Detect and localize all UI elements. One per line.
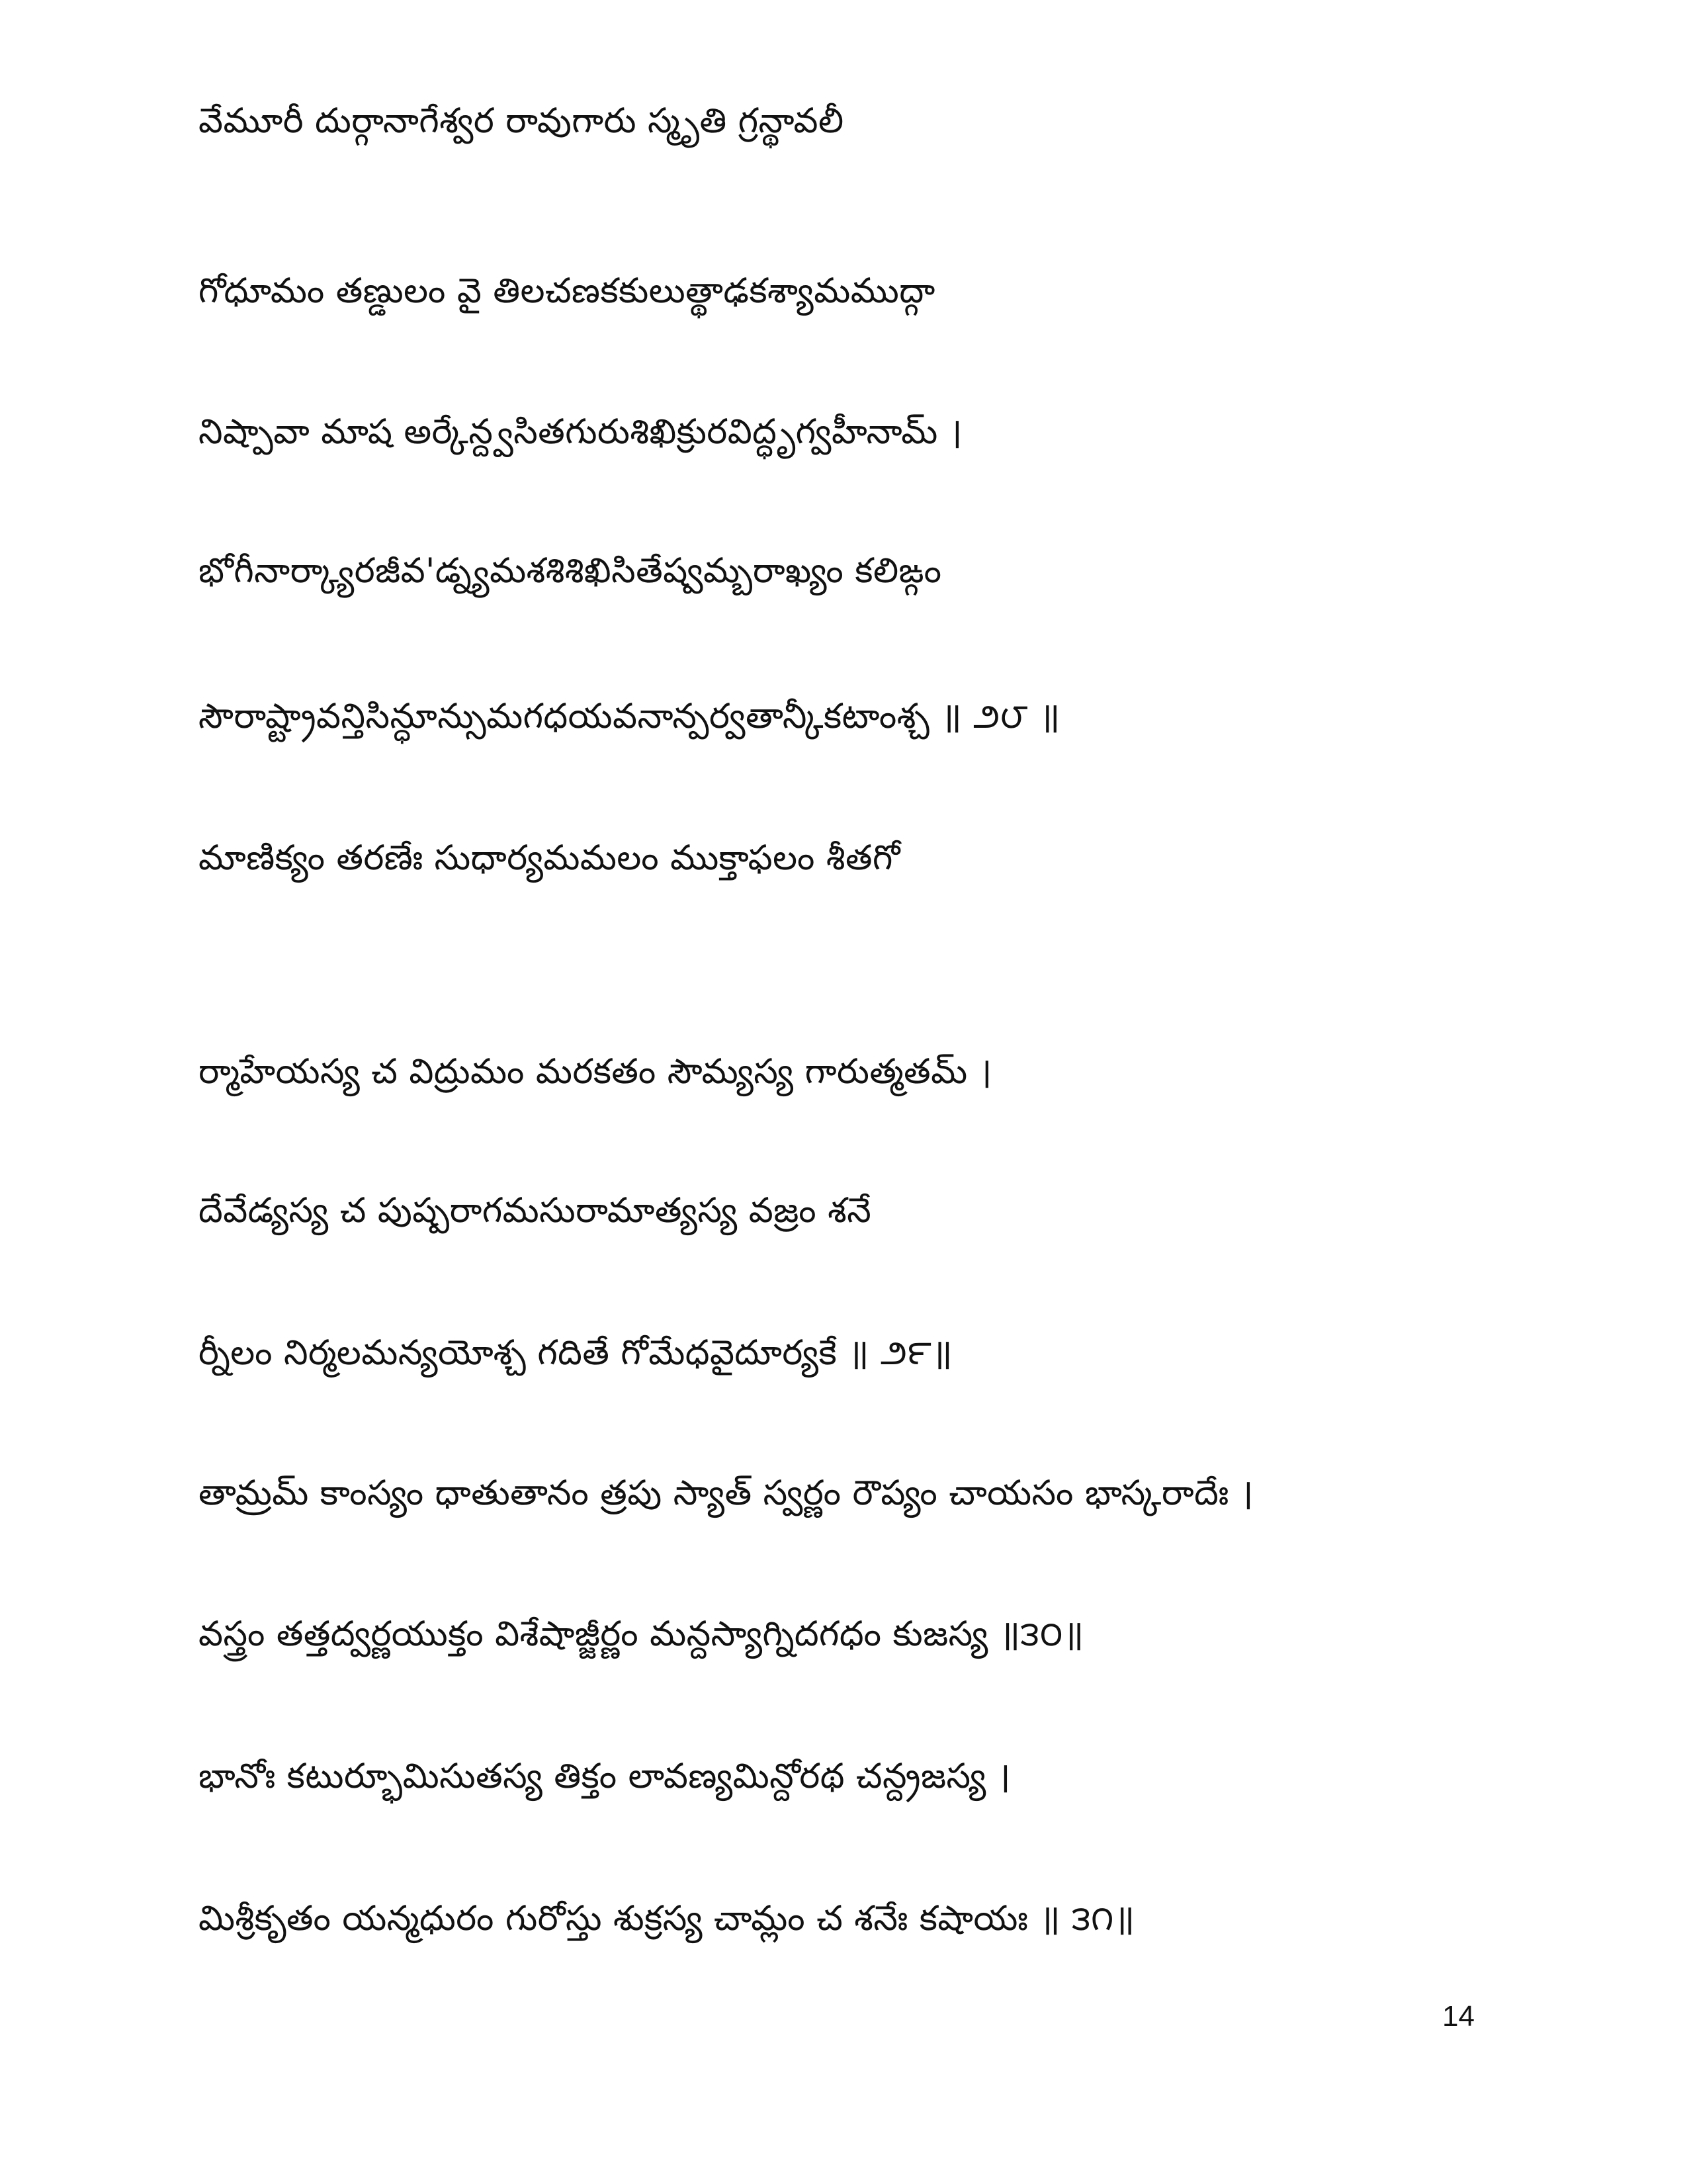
verse-line: నిష్పావా మాష అర్కేన్ద్వసితగురుశిఖిక్రురవిద్ధృగ్వహీనామ్ । (198, 412, 963, 452)
verse-line: ర్నీలం నిర్మలమన్యయోశ్చ గదితే గోమేధవైదూర్యకే ॥ ౨౯॥ (198, 1333, 953, 1373)
verse-line: భోగీనార్క్యారజీవ'డ్న్యమశశిశిఖిసితేష్వమ్బరాఖ్యం కలిఙ్గం (198, 551, 942, 591)
verse-line: వస్త్రం తత్తద్వర్ణయుక్తం విశేషాజ్జీర్ణం మన్దస్యాగ్నిదగధం కుజస్య ॥౩౦॥ (198, 1614, 1084, 1654)
verse-line: గోధూమం తణ్డులం వై తిలచణకకులుత్థాఢకశ్యామముద్గా (198, 271, 935, 311)
verse-line: దేవేడ్యస్య చ పుష్పరాగమసురామాత్యస్య వజ్రం శనే (198, 1191, 872, 1231)
page-number: 14 (1442, 2000, 1475, 2032)
verse-line: ర్మాహేయస్య చ విద్రుమం మరకతం సౌమ్యస్య గారుత్మతమ్ । (198, 1052, 992, 1092)
running-header: వేమూరీ దుర్గానాగేశ్వర రావుగారు స్మృతి గ్రన్థావలీ (198, 101, 844, 141)
verse-line: మిశ్రీకృతం యన్మధురం గురోస్తు శుక్రస్య చామ్లం చ శనేః కషాయః ॥ ౩౧॥ (198, 1899, 1135, 1939)
verse-line: తామ్రమ్ కాంస్యం ధాతుతానం త్రపు స్యాత్ స్వర్ణం రౌప్యం చాయసం భాస్కరాదేః । (198, 1473, 1254, 1513)
verse-line: సౌరాష్ట్రావన్తిసిన్ధూన్సుమగధయవనాన్పర్వతాన్కీకటాంశ్చ ॥ ౨౮ ॥ (198, 697, 1060, 736)
verse-line: మాణిక్యం తరణేః సుధార్యమమలం ముక్తాఫలం శీతగో (198, 838, 900, 878)
verse-line: భానోః కటుర్భూమిసుతస్య తిక్తం లావణ్యమిన్దోరథ చన్ద్రజస్య । (198, 1757, 1012, 1796)
